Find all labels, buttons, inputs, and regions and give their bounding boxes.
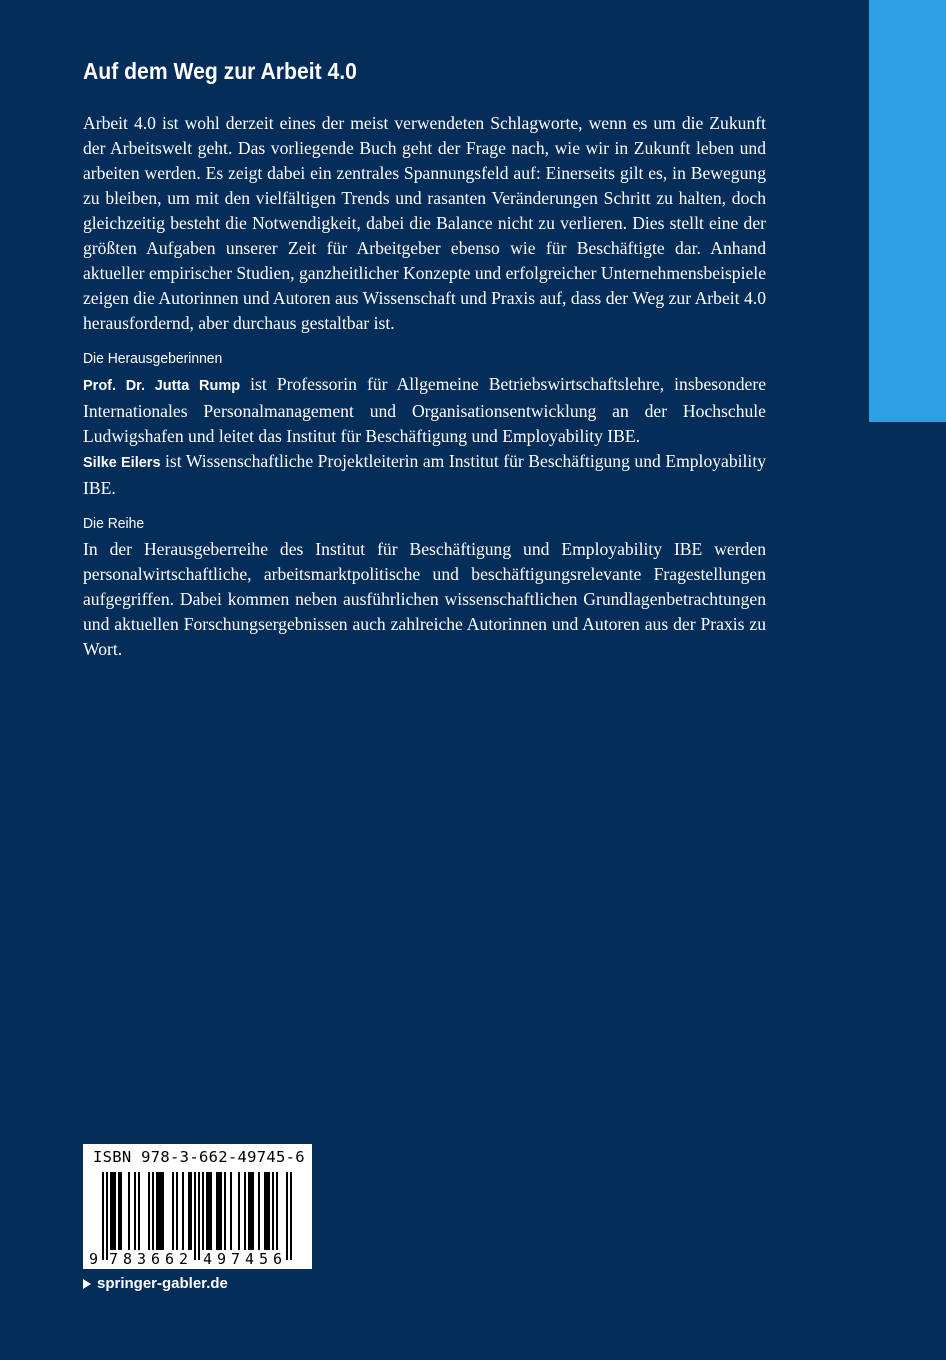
barcode-bar: [258, 1172, 260, 1250]
barcode-bar: [250, 1172, 252, 1250]
barcode-bar: [110, 1172, 112, 1250]
barcode-bar: [208, 1172, 210, 1250]
publisher-url: springer-gabler.de: [97, 1275, 228, 1292]
barcode-bar: [268, 1172, 270, 1250]
barcode-bar: [290, 1172, 292, 1260]
barcode-digit: 6: [151, 1250, 161, 1268]
barcode-digit: 4: [245, 1250, 255, 1268]
barcode-bar: [114, 1172, 116, 1250]
barcode-bar: [266, 1172, 268, 1250]
barcode-bar: [218, 1172, 220, 1250]
barcode-bar: [238, 1172, 240, 1250]
barcode-digit: 2: [179, 1250, 189, 1268]
editors-paragraph: [83, 372, 766, 501]
series-paragraph: In der Herausgeberreihe des Institut für Beschäftigung und Employability IBE werden personalwirtschaftliche, arbeitsmarktpolitische und beschäftigungsrelevante Fragestellungen aufgegriffen. Dabei kommen neben ausführlichen wissenschaftlichen Grundlagenbetrachtungen und aktuellen Forschungsergebnissen auch zahlreiche Autorinnen und Autoren aus der Praxis zu Wort.: [83, 538, 766, 659]
barcode-bar: [206, 1172, 208, 1250]
barcode-digit: 5: [259, 1250, 269, 1268]
barcode-bar: [138, 1172, 140, 1250]
publisher-link[interactable]: [83, 1275, 228, 1292]
barcode-bar: [272, 1172, 274, 1250]
back-cover-content: [83, 58, 766, 662]
barcode-bar: [244, 1172, 246, 1250]
isbn-label: ISBN 978-3-662-49745-6: [93, 1148, 305, 1166]
barcode-bar: [156, 1172, 158, 1250]
series-heading: Die Reihe: [83, 515, 145, 532]
barcode-bar: [230, 1172, 232, 1250]
barcode-bar: [276, 1172, 278, 1250]
barcode-bar: [190, 1172, 192, 1250]
editors-heading: Die Herausgeberinnen: [83, 350, 223, 367]
barcode-bar: [152, 1172, 154, 1250]
barcode-bar: [264, 1172, 266, 1250]
barcode-digit: 7: [109, 1250, 119, 1268]
editor1-name: Prof. Dr. Jutta Rump: [83, 377, 241, 394]
barcode-bar: [160, 1172, 162, 1250]
barcode-bar: [128, 1172, 130, 1250]
barcode-bar: [220, 1172, 222, 1250]
isbn-barcode: [83, 1144, 312, 1269]
barcode-bar: [188, 1172, 190, 1250]
barcode-bar: [118, 1172, 120, 1250]
arrow-right-icon: [83, 1279, 91, 1289]
barcode-bar: [176, 1172, 178, 1250]
barcode-digit: 6: [165, 1250, 175, 1268]
editor2-name: Silke Eilers: [83, 454, 161, 471]
intro-paragraph: Arbeit 4.0 ist wohl derzeit eines der meist verwendeten Schlagworte, wenn es um die Zukunft der Arbeitswelt geht. Das vorliegende Buch geht der Frage nach, wie wir in Zukunft leben und arbeiten werden. Es zeigt dabei ein zentrales Spannungsfeld auf: Einerseits gilt es, in Bewegung zu bleiben, um mit den vielfältigen Trends und rasanten Veränderungen Schritt zu halten, doch gleichzeitig besteht die Notwendigkeit, dabei die Balance nicht zu verlieren. Dies stellt eine der größten Aufgaben unserer Zeit für Arbeitgeber ebenso wie für Beschäftigte dar. Anhand aktueller empirischer Studien, ganzheitlicher Konzepte und erfolgreicher Unternehmensbeispiele zeigen die Autorinnen und Autoren aus Wissenschaft und Praxis auf, dass der Weg zur Arbeit 4.0 herausfordernd, aber durchaus gestaltbar ist.: [83, 112, 766, 333]
barcode-digit: 4: [203, 1250, 213, 1268]
barcode-bar: [120, 1172, 122, 1250]
barcode-bar: [148, 1172, 150, 1250]
barcode-bar: [106, 1172, 108, 1260]
barcode-bar: [172, 1172, 174, 1250]
barcode-bar: [112, 1172, 114, 1250]
barcode-digit: 6: [273, 1250, 283, 1268]
barcode-digit: 9: [89, 1250, 99, 1268]
barcode-bar: [102, 1172, 104, 1260]
barcode-bar: [248, 1172, 250, 1250]
barcode-bar: [198, 1172, 200, 1260]
barcode-digit: 7: [231, 1250, 241, 1268]
barcode-bar: [210, 1172, 212, 1250]
barcode-bar: [224, 1172, 226, 1250]
barcode-bar: [134, 1172, 136, 1250]
barcode-bar: [194, 1172, 196, 1260]
accent-strip: [869, 0, 946, 422]
barcode-bar: [182, 1172, 184, 1250]
barcode-digit: 8: [123, 1250, 133, 1268]
barcode-bar: [162, 1172, 164, 1250]
book-title: Auf dem Weg zur Arbeit 4.0: [83, 58, 357, 84]
barcode-bar: [202, 1172, 204, 1250]
editor1-bio: ist Professorin für Allgemeine Betriebswirtschaftslehre, insbesondere Internationales Personalmanagement und Organisationsentwicklung an der Hochschule Ludwigshafen und leitet das Institut für Beschäftigung und Employability IBE.: [83, 373, 767, 446]
barcode-digit: 9: [217, 1250, 227, 1268]
barcode-digit: 3: [137, 1250, 147, 1268]
barcode-bar: [286, 1172, 288, 1260]
editor2-bio: ist Wissenschaftliche Projektleiterin am Institut für Beschäftigung und Employability IBE.: [83, 450, 766, 498]
barcode-bar: [216, 1172, 218, 1250]
barcode-bar: [252, 1172, 254, 1250]
barcode-bar: [158, 1172, 160, 1250]
